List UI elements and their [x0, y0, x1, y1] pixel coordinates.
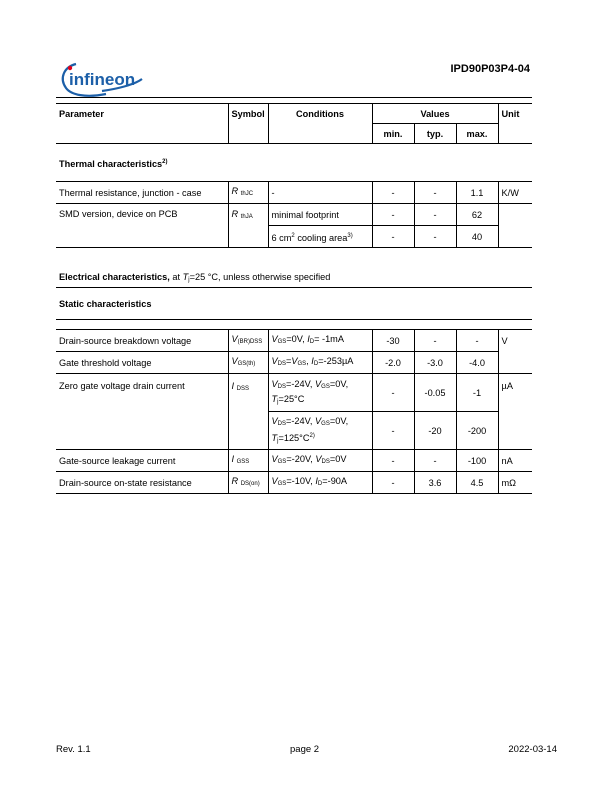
value-max: -4.0 [456, 352, 498, 374]
value-max: 1.1 [456, 182, 498, 204]
symbol-rthja: R thJA [228, 204, 268, 248]
value-max: 40 [456, 226, 498, 248]
col-max-header: max. [466, 128, 488, 139]
symbol-igss: I GSS [228, 450, 268, 472]
spacer-row [56, 320, 532, 330]
condition: VGS=0V, ID= -1mA [268, 330, 372, 352]
symbol-vbrdss: V(BR)DSS [228, 330, 268, 352]
value-max: -200 [456, 412, 498, 450]
value-min: - [372, 204, 414, 226]
value-max: -100 [456, 450, 498, 472]
condition: VDS=-24V, VGS=0V, $Tj=125^\circ C^{2)}$ [268, 412, 372, 450]
value-typ: - [414, 450, 456, 472]
part-number: IPD90P03P4-04 [450, 63, 530, 75]
value-min: - [372, 182, 414, 204]
table-row [56, 374, 532, 412]
logo-text: infineon [69, 70, 136, 89]
section-row-thermal [56, 144, 532, 182]
col-typ-header: typ. [414, 124, 456, 144]
value-typ: -20 [414, 412, 456, 450]
table-row [56, 204, 532, 226]
unit: K/W [498, 182, 532, 204]
param-on-state-resistance: Drain-source on-state resistance [56, 472, 228, 494]
col-unit-header: Unit [498, 104, 532, 144]
unit: µA [498, 374, 532, 450]
value-min: - [372, 374, 414, 412]
param-smd-version: SMD version, device on PCB [56, 204, 228, 248]
condition: VGS=-20V, VDS=0V [268, 450, 372, 472]
table-row [56, 472, 532, 494]
col-values-header: Values [372, 104, 498, 124]
unit: V [498, 330, 532, 374]
symbol-vgsth: VGS(th) [228, 352, 268, 374]
param-gate-leakage: Gate-source leakage current [56, 450, 228, 472]
col-conditions-header: Conditions [268, 104, 372, 144]
col-parameter-header: Parameter [56, 104, 228, 144]
value-max: 4.5 [456, 472, 498, 494]
table-row [56, 450, 532, 472]
footer-page: page 2 [290, 744, 320, 755]
col-min-header: min. [372, 124, 414, 144]
col-symbol-header: Symbol [228, 104, 268, 144]
value-min: - [372, 226, 414, 248]
condition: VGS=-10V, ID=-90A [268, 472, 372, 494]
param-thermal-resistance-jc: Thermal resistance, junction - case [56, 182, 228, 204]
characteristics-table [56, 103, 532, 494]
section-title-thermal: Thermal characteristics$^{2)}$ [56, 144, 532, 182]
condition: - [268, 182, 372, 204]
value-typ: -0.05 [414, 374, 456, 412]
footer-date: 2022-03-14 [508, 744, 557, 755]
condition: 6 $cm^2$ cooling area$^{3)}$ [268, 226, 372, 248]
value-typ: - [414, 204, 456, 226]
header-rule [56, 97, 532, 98]
value-min: -2.0 [372, 352, 414, 374]
value-typ: -3.0 [414, 352, 456, 374]
condition: VDS=-24V, VGS=0V, Tj=25°C [268, 374, 372, 412]
section-row-electrical [56, 270, 532, 288]
symbol-rdson: R DS(on) [228, 472, 268, 494]
section-title-electrical: Electrical characteristics, at Tj=25 °C, unless otherwise specified [56, 270, 532, 288]
unit: mΩ [498, 472, 532, 494]
infineon-logo [56, 58, 152, 100]
value-max: -1 [456, 374, 498, 412]
value-typ: - [414, 226, 456, 248]
section-title-static: Static characteristics [56, 288, 532, 320]
value-max: 62 [456, 204, 498, 226]
value-max: - [456, 330, 498, 352]
table-header-row [56, 104, 532, 124]
spacer-row [56, 248, 532, 270]
param-gate-threshold: Gate threshold voltage [56, 352, 228, 374]
footer-revision: Rev. 1.1 [56, 744, 91, 755]
value-min: - [372, 412, 414, 450]
symbol-idss: I DSS [228, 374, 268, 450]
table-row [56, 352, 532, 374]
unit: nA [498, 450, 532, 472]
unit-empty [498, 204, 532, 248]
symbol-rthjc: R thJC [228, 182, 268, 204]
condition: minimal footprint [268, 204, 372, 226]
value-min: - [372, 472, 414, 494]
value-min: -30 [372, 330, 414, 352]
param-zero-gate-current: Zero gate voltage drain current [56, 374, 228, 450]
param-breakdown-voltage: Drain-source breakdown voltage [56, 330, 228, 352]
table-row [56, 182, 532, 204]
section-row-static [56, 288, 532, 320]
condition: VDS=VGS, ID=-253µA [268, 352, 372, 374]
value-typ: - [414, 182, 456, 204]
value-typ: - [414, 330, 456, 352]
value-min: - [372, 450, 414, 472]
table-row [56, 330, 532, 352]
value-typ: 3.6 [414, 472, 456, 494]
